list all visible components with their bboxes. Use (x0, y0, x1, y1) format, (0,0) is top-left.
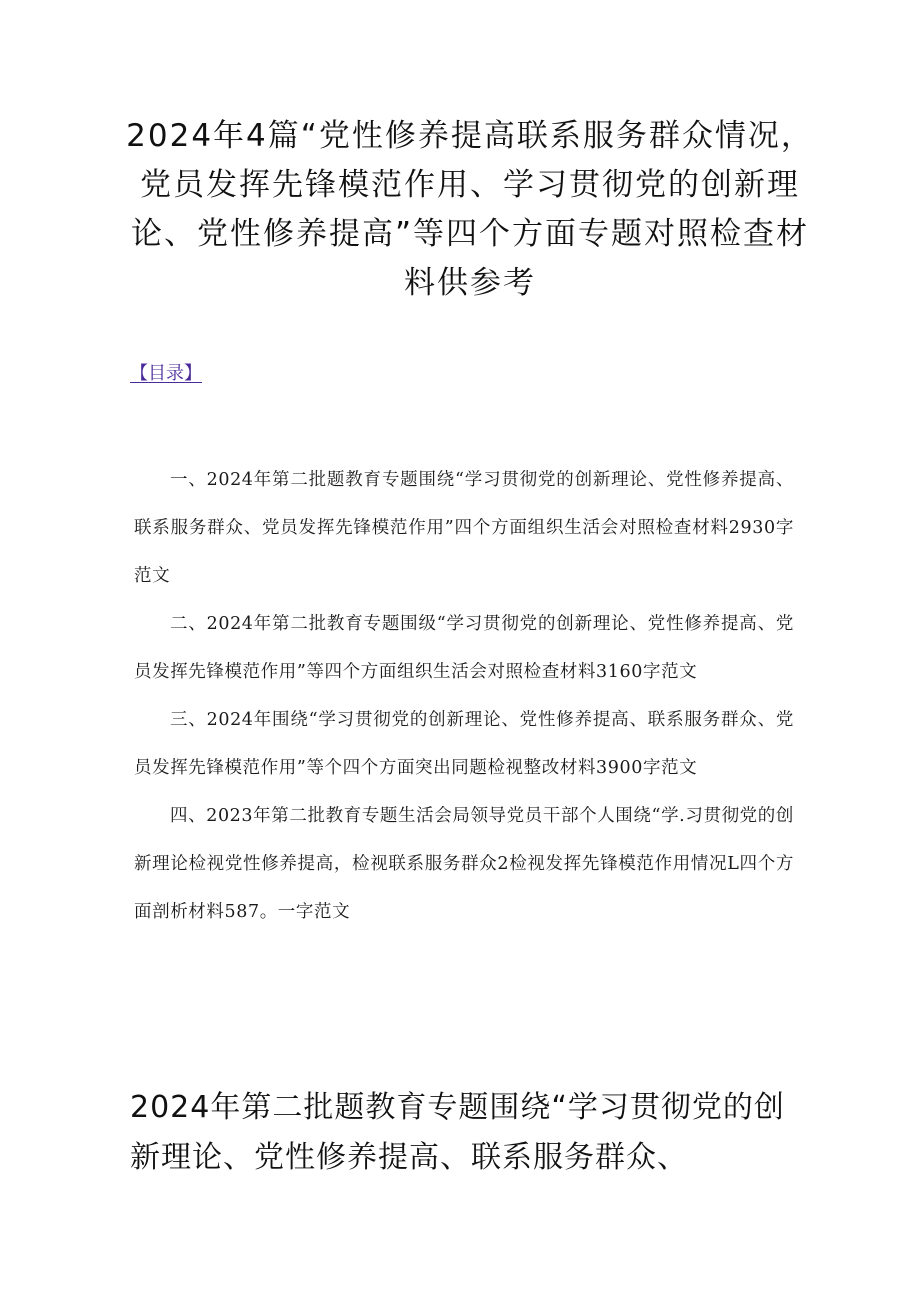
toc-item-2[interactable]: 二、2024年第二批教育专题围级“学习贯彻党的创新理论、党性修养提高、党员发挥先锋模范作用”等四个方面组织生活会对照检查材料3160字范文 (134, 614, 794, 682)
toc-item-1[interactable]: 一、2024年第二批题教育专题围绕“学习贯彻党的创新理论、党性修养提高、联系服务群众、党员发挥先锋模范作用”四个方面组织生活会对照检查材料2930字范文 (134, 470, 794, 586)
toc-item-4[interactable]: 四、2023年第二批教育专题生活会局领导党员干部个人围绕“学.习贯彻党的创新理论检视党性修养提高，检视联系服务群众2检视发挥先锋模范作用情况L四个方面剖析材料587。一字范文 (134, 806, 794, 922)
toc-link[interactable]: 【目录】 (130, 363, 202, 384)
toc-list (134, 456, 794, 936)
document-title: 2024年4篇“党性修养提高联系服务群众情况，党员发挥先锋模范作用、学习贯彻党的创新理论、党性修养提高”等四个方面专题对照检查材料供参考 (126, 118, 814, 301)
section-heading: 2024年第二批题教育专题围绕“学习贯彻党的创新理论、党性修养提高、联系服务群众、 (130, 1090, 785, 1175)
toc-item-3[interactable]: 三、2024年围绕“学习贯彻党的创新理论、党性修养提高、联系服务群众、党员发挥先锋模范作用”等个四个方面突出同题检视整改材料3900字范文 (134, 710, 794, 778)
